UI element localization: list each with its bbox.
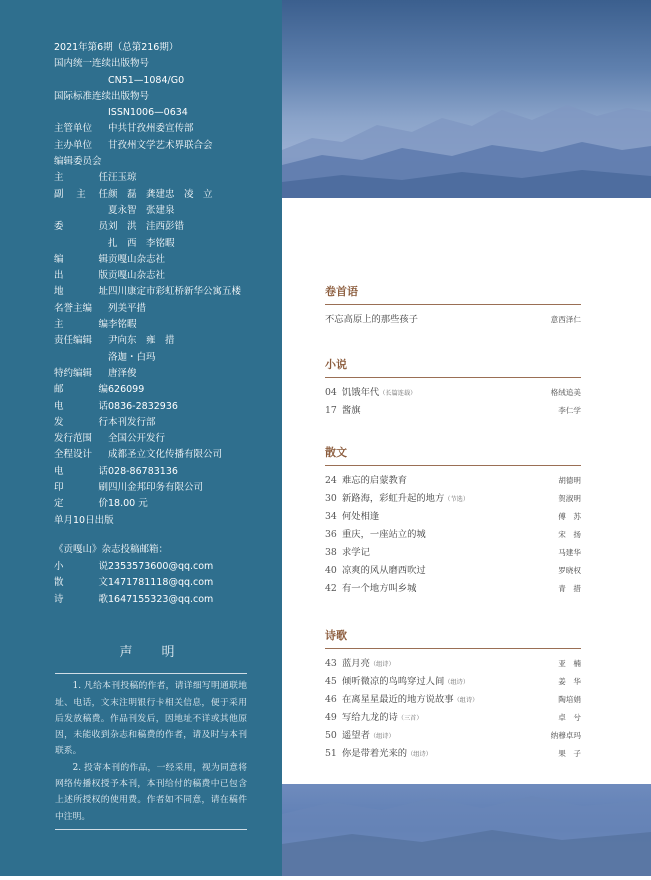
masthead-label [54, 284, 108, 300]
toc-entry-author: 傅 苏 [558, 512, 581, 521]
masthead-label [54, 464, 108, 480]
toc-entry-title: 写给九龙的诗（三首） [342, 712, 423, 723]
masthead-label-part: 话 [98, 465, 108, 477]
masthead-label-part: 编 [98, 384, 108, 396]
masthead-label: 国内统一连续出版物号 [54, 58, 150, 70]
email-category [54, 559, 108, 576]
toc-entry-title: 倾听微凉的鸟鸣穿过人间（组诗） [342, 676, 470, 687]
toc-entry [325, 580, 581, 598]
masthead-label-part: 电 [54, 465, 64, 477]
toc-page-number: 24 [325, 475, 337, 486]
toc-entry-title: 你是带着光来的（组诗） [342, 748, 432, 759]
masthead-value: 洛迦・白玛 [108, 351, 156, 363]
email-address: 1647155323@qq.com [108, 593, 214, 605]
toc-section-rule [325, 304, 581, 305]
toc-entry-author: 纳穆卓玛 [550, 731, 581, 740]
toc-entry-note: （长篇连载） [379, 390, 417, 397]
masthead-label-part: 任 [98, 172, 108, 184]
masthead-label-part: 印 [54, 482, 64, 494]
toc-entry-note: （组诗） [369, 661, 395, 668]
toc-entry-title: 有一个地方叫乡城 [342, 583, 417, 594]
masthead-label [54, 105, 108, 121]
toc-entry-title: 蓝月亮（组诗） [342, 658, 395, 669]
masthead-label [54, 203, 108, 219]
toc-entry-title: 在离星星最近的地方说故事（组诗） [342, 694, 479, 705]
email-row [54, 575, 213, 592]
email-row [54, 559, 213, 576]
masthead-row [54, 431, 279, 447]
toc-entry-note: （组诗） [369, 733, 395, 740]
masthead-row [54, 56, 279, 72]
toc-entry [325, 508, 581, 526]
email-category [54, 575, 108, 592]
toc-entry-author: 陶培娟 [558, 695, 581, 704]
toc-entry-author: 马建华 [558, 548, 581, 557]
masthead-row [54, 121, 279, 137]
toc-entry [325, 526, 581, 544]
toc-entry-author: 罗晓权 [558, 566, 581, 575]
masthead-value: 贡嘎山杂志社 [108, 270, 166, 282]
toc-section-title: 诗歌 [325, 629, 347, 642]
masthead-value: 贡嘎山杂志社 [108, 253, 166, 265]
masthead-label [54, 73, 108, 89]
toc-entry-author: 姜 华 [558, 677, 581, 686]
left-info-panel [0, 0, 282, 876]
masthead-label [54, 415, 108, 431]
email-row [54, 592, 213, 609]
toc-page-number: 30 [325, 493, 337, 504]
masthead-row [54, 105, 279, 121]
masthead-label [54, 187, 108, 203]
toc-entry-title: 重庆，一座站立的城 [342, 529, 426, 540]
toc-entry-author: 卓 兮 [558, 713, 581, 722]
masthead-label [54, 236, 108, 252]
statement-block [55, 645, 247, 834]
toc-section [325, 444, 581, 598]
masthead-row [54, 284, 279, 300]
email-heading: 《贡嘎山》杂志投稿邮箱： [54, 544, 169, 555]
masthead-label: 全程设计 [54, 449, 93, 461]
toc-entry-author: 贺淑明 [558, 494, 581, 503]
masthead-value: 尹向东 雍 措 [108, 335, 175, 347]
email-address: 2353573600@qq.com [108, 560, 214, 572]
masthead-label: 主办单位 [54, 139, 93, 151]
toc-entry-note: （组诗） [407, 751, 432, 758]
toc-entry-note: （节选） [444, 496, 470, 503]
masthead-row [54, 513, 279, 529]
masthead-label-part: 副 [54, 188, 64, 200]
toc-entry-title: 凉爽的风从磨西吹过 [342, 565, 426, 576]
masthead-value: 全国公开发行 [108, 433, 166, 445]
masthead-value: 夏永智 张建泉 [108, 204, 175, 216]
toc-entry-author: 果 子 [558, 749, 581, 758]
toc-entry [325, 472, 581, 490]
masthead-value: 扎 西 李铭暇 [108, 237, 175, 249]
email-category-part: 散 [54, 577, 64, 588]
toc-page-number: 36 [325, 529, 337, 540]
toc-entry [325, 402, 581, 420]
masthead-label: 主管单位 [54, 123, 93, 135]
masthead-label-part: 辑 [98, 253, 108, 265]
statement-title: 声 明 [119, 645, 183, 660]
masthead-row [54, 219, 279, 235]
masthead-label: 名誉主编 [54, 302, 93, 314]
masthead-label [54, 480, 108, 496]
masthead-label [54, 252, 108, 268]
masthead-row [54, 447, 279, 463]
toc-section [325, 356, 581, 420]
masthead-label: 2021年第6期（总第216期） [54, 42, 179, 53]
toc-entry-note: （组诗） [453, 697, 479, 704]
toc-entry [325, 490, 581, 508]
masthead-label-part: 行 [98, 416, 108, 428]
masthead-value: 四川康定市彩虹桥新华公寓五楼 [108, 286, 242, 298]
masthead-row [54, 464, 279, 480]
toc-page-number: 43 [325, 658, 337, 669]
masthead-value: 0836-2832936 [108, 400, 178, 412]
email-category-part: 歌 [98, 593, 108, 605]
statement-divider-bottom [55, 829, 247, 830]
toc-page-number: 42 [325, 583, 337, 594]
masthead-row [54, 252, 279, 268]
toc-entry [325, 691, 581, 709]
toc-section-title: 散文 [325, 446, 347, 459]
toc-page-number: 46 [325, 694, 337, 705]
toc-entry-author: 亚 楠 [558, 659, 581, 668]
masthead-value: 唐泽俊 [108, 367, 137, 379]
submission-emails [54, 542, 213, 608]
masthead-label-part: 址 [98, 286, 108, 298]
masthead-row [54, 333, 279, 349]
masthead-label [54, 382, 108, 398]
masthead-row [54, 480, 279, 496]
masthead-label-part: 价 [98, 498, 108, 510]
masthead-value: 626099 [108, 384, 145, 396]
masthead-label-part: 委 [54, 221, 64, 233]
masthead-label: 特约编辑 [54, 367, 93, 379]
masthead-row [54, 496, 279, 512]
masthead-label [54, 219, 108, 235]
mountain-photo-bottom [282, 784, 651, 876]
masthead-label-part: 编 [54, 253, 64, 265]
mountain-photo-top [282, 0, 651, 198]
masthead-label-part: 邮 [54, 384, 64, 396]
toc-page-number: 17 [325, 405, 337, 416]
toc-entry [325, 384, 581, 402]
masthead-row [54, 138, 279, 154]
masthead-row [54, 382, 279, 398]
mountain-range-image [282, 0, 651, 198]
masthead-label [54, 170, 108, 186]
toc-entry-author: 胡德明 [558, 476, 581, 485]
masthead-label-part: 版 [98, 270, 108, 282]
masthead-label: 编辑委员会 [54, 156, 102, 168]
toc-entry-title: 不忘高原上的那些孩子 [325, 314, 418, 325]
toc-entry-title: 饥饿年代（长篇连载） [342, 387, 417, 398]
toc-entry-author: 意西泽仁 [550, 315, 581, 324]
toc-section [325, 283, 581, 329]
email-category-part: 文 [98, 577, 108, 588]
statement-paragraph-1: 1. 凡给本刊投稿的作者，请详细写明通联地址、电话，文末注明银行卡相关信息，便于采用后发放稿费。作品刊发后，因地址不详或其他原因，未能收到杂志和稿费的作者，请及时与本刊联系。 [55, 681, 247, 757]
masthead-label [54, 268, 108, 284]
masthead-label-part: 定 [54, 498, 64, 510]
toc-section-title: 小说 [325, 358, 347, 371]
masthead-label-part: 主 [54, 319, 64, 331]
toc-entry-note: （三首） [397, 715, 423, 722]
toc-section-rule [325, 648, 581, 649]
toc-entry-author: 宋 扬 [558, 530, 581, 539]
masthead-label [54, 317, 108, 333]
email-category-part: 说 [98, 560, 108, 572]
toc-entry [325, 727, 581, 745]
toc-section-rule [325, 465, 581, 466]
toc-section-title: 卷首语 [325, 285, 358, 298]
toc-entry-author: 李仁学 [558, 406, 581, 415]
masthead-label-part: 员 [98, 221, 108, 233]
masthead-label-part: 主 [54, 172, 64, 184]
toc-entry [325, 655, 581, 673]
masthead-row [54, 268, 279, 284]
toc-entry [325, 562, 581, 580]
masthead-value: CN51—1084/G0 [108, 74, 185, 86]
masthead-label [54, 399, 108, 415]
email-address: 1471781118@qq.com [108, 577, 214, 588]
toc-entry-note: （组诗） [444, 679, 470, 686]
toc-page-number: 49 [325, 712, 337, 723]
toc-entry-author: 青 措 [558, 584, 581, 593]
masthead-label-part: 编 [98, 319, 108, 331]
toc-entry-author: 格绒追美 [550, 388, 581, 397]
masthead-row [54, 366, 279, 382]
masthead-label-part: 任 [98, 188, 108, 200]
toc-page-number: 45 [325, 676, 337, 687]
masthead-label-part: 发 [54, 416, 64, 428]
masthead-value: 本刊发行部 [108, 416, 156, 428]
masthead-row [54, 350, 279, 366]
masthead-row [54, 317, 279, 333]
statement-paragraph-2: 2. 投寄本刊的作品，一经采用，视为同意将网络传播权授予本刊，本刊给付的稿费中已包含上述所授权的使用费。作者如不同意，请在稿件中注明。 [55, 762, 247, 822]
toc-page-number: 04 [325, 387, 337, 398]
masthead-label [54, 350, 108, 366]
toc-entry [325, 745, 581, 763]
masthead-value: 汪玉琼 [108, 172, 137, 184]
masthead-label-part: 出 [54, 270, 64, 282]
toc-page-number: 38 [325, 547, 337, 558]
toc-entry-title: 遥望者（组诗） [342, 730, 395, 741]
masthead-label-part: 刷 [98, 482, 108, 494]
masthead-value: ISSN1006—0634 [108, 107, 188, 119]
masthead-row [54, 170, 279, 186]
masthead-row [54, 154, 279, 170]
masthead-block [54, 40, 279, 529]
toc-entry-title: 何处相逢 [342, 511, 380, 522]
masthead-value: 甘孜州文学艺术界联合会 [108, 139, 213, 151]
toc-entry [325, 709, 581, 727]
toc-page-number: 40 [325, 565, 337, 576]
toc-page-number: 34 [325, 511, 337, 522]
masthead-value: 18.00 元 [108, 498, 148, 510]
toc-section-rule [325, 377, 581, 378]
mountain-silhouette-image [282, 784, 651, 876]
toc-entry-title: 求学记 [342, 547, 370, 558]
masthead-label: 单月10日出版 [54, 514, 114, 526]
masthead-value: 刘 洪 洼西彭错 [108, 221, 185, 233]
masthead-value: 李铭暇 [108, 319, 137, 331]
masthead-label: 发行范围 [54, 433, 93, 445]
masthead-label-part: 地 [54, 286, 64, 298]
masthead-row [54, 301, 279, 317]
toc-entry [325, 673, 581, 691]
masthead-value: 颜 磊 龚建忠 凌 立 [108, 188, 213, 200]
masthead-row [54, 40, 279, 56]
email-category-part: 诗 [54, 593, 64, 605]
masthead-row [54, 236, 279, 252]
masthead-label-part: 主 [76, 188, 86, 200]
toc-section [325, 627, 581, 763]
masthead-row [54, 73, 279, 89]
masthead-label [54, 496, 108, 512]
masthead-label-part: 话 [98, 400, 108, 412]
toc-entry [325, 544, 581, 562]
masthead-label: 责任编辑 [54, 335, 93, 347]
masthead-row [54, 89, 279, 105]
toc-page-number: 51 [325, 748, 337, 759]
masthead-label-part: 电 [54, 400, 64, 412]
masthead-value: 四川金邦印务有限公司 [108, 482, 204, 494]
masthead-value: 列美平措 [108, 302, 147, 314]
toc-page-number: 50 [325, 730, 337, 741]
toc-entry [325, 311, 581, 329]
email-category [54, 592, 108, 609]
masthead-row [54, 187, 279, 203]
masthead-label: 国际标准连续出版物号 [54, 90, 150, 102]
masthead-row [54, 203, 279, 219]
masthead-value: 028-86783136 [108, 465, 178, 477]
toc-entry-title: 酱旗 [342, 405, 361, 416]
masthead-row [54, 399, 279, 415]
masthead-value: 成都圣立文化传播有限公司 [108, 449, 223, 461]
statement-divider-top [55, 673, 247, 674]
toc-entry-title: 新路海，彩虹升起的地方（节选） [342, 493, 470, 504]
masthead-row [54, 415, 279, 431]
toc-entry-title: 难忘的启蒙教育 [342, 475, 408, 486]
masthead-value: 中共甘孜州委宣传部 [108, 123, 194, 135]
email-category-part: 小 [54, 560, 64, 572]
